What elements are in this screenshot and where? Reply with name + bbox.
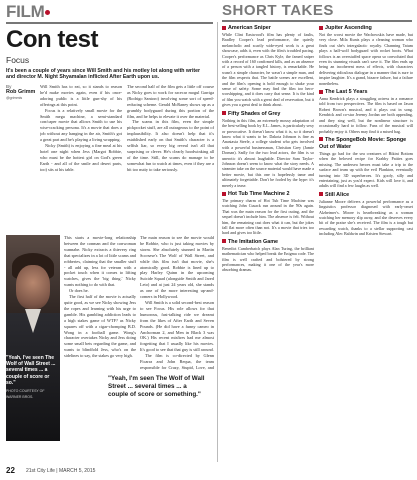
body-paragraph: This starts a movie-long relationship between the conman and the conwoman wannabe. Nicky extracts a thievery ring that specializes in a lot of little scams and robberies, claiming that the smaller stuff - all add up, less for veteran with a pocket touch when it comes to lifting watches, gives the 'big thing.' Nicky wants nothing to do with that. [64, 235, 136, 288]
short-take-text: Things go bad for the sea creatures of Bikini Bottom when the beloved recipe for Krabby Patties goes missing. The undersea heroes must take a trip to the surface and team up with the evil Plankton, eventually turning into 3D superheroes. It's goofy, silly and entertaining, just as you'd expect. Kids will love it, and adults will find a few laughs as well. [319, 150, 413, 189]
body-paragraph: The film is co-directed by Glenn Ficarra and John Requa, the team responsible for Crazy, Stupid, Love, and [140, 353, 214, 370]
short-take-title: Jupiter Ascending [319, 25, 413, 32]
article-dek: It's been a couple of years since Will Smith and his motley lot along with writer and director M. Night Shyamalan inflicted After Earth upon us. [6, 68, 201, 81]
article-headline: Con test [6, 26, 98, 53]
byline-twitter: @grimmis [6, 96, 23, 100]
short-take-title: The SpongeBob Movie: Sponge Out of Water [319, 136, 407, 150]
short-take-text: Nothing in this film, an extremely mousy adaptation of the best-selling book by E.L. James, is particularly sexy or provocative. It doesn't know what it is, so it doesn't know what it wants to be. Dakota Johnson is fine as Anastasia Steele, a college student who gets involved with a powerful businessman, Christian Grey (Jamie Dornan). Sadly for the two lead actors, the film is so unerotic it's almost laughable. Director Sam Taylor-Johnson doesn't seem to know what the story needs. A steamier take on the source material would have made a better movie, but this one is hopelessly tame and ultimately forgettable. Don't be fooled by the hype: it's merely a tease. [222, 117, 314, 188]
body-paragraph: Or does he. [69, 288, 89, 294]
column-divider [217, 22, 218, 462]
body-column-4 [140, 235, 214, 371]
photo-face [16, 265, 50, 309]
body-paragraph: Nicky (Smith) is enjoying a fine meal at his hotel one night when Jess (Margot Robbie, who must be the hottest girl on God's green Earth - and all of the smile and desert parts, too) sits at his table. [40, 143, 122, 172]
body-paragraph: The scams in this film, even the simple pickpocket stuff, are all outrageous to the point of implausibility. It also doesn't help that it's established early on that Smith's character is a selfish liar, so every big reveal isn't all that surprising or clever. He's clearly hoodwinking all of the time. Still, the scams do manage to be somewhat fun to watch at times, even if they are a bit too nutty to take seriously. [127, 119, 214, 172]
caption-text: "Yeah, I've seen The Wolf of Wall Street ... several times ... a couple of score or so." [6, 355, 56, 386]
red-square-icon [222, 192, 226, 196]
byline-by: By [6, 84, 12, 89]
red-square-icon [319, 137, 323, 141]
short-take-text: Anna Kendrick plays a struggling actress in a romance told from two perspectives. The film is based on Jason Robert Brown's musical, and it plays out in song. Kendrick and co-star Jeremy Jordan are both appealing, and they sing well, but the nonlinear structure is occasionally hard to follow. Fans of the musical will probably enjoy it. Others may find it a mixed bag. [319, 96, 413, 134]
section-header-short-takes: SHORT TAKES [222, 2, 334, 19]
short-take-title: Fifty Shades of Grey [222, 111, 314, 118]
short-take-text: Julianne Moore delivers a powerful performance as a linguistics professor diagnosed with early-onset Alzheimer's. Moore is heartbreaking as a woman watching her memory slip away, and she deserves every bit of the praise she's received. The film is a tough but rewarding watch, thanks to a stellar supporting cast including Alec Baldwin and Kristen Stewart. [319, 198, 413, 237]
short-take-text: While Clint Eastwood's film has plenty of faults, Bradley Cooper's lead performance, the quietly melancholic and scarily wide-eyed work is a great showcase, adds it, even with the film's troubled pacing. Cooper's performance as Chris Kyle, the famed sniper with a record of 160 confirmed kills, and as an absence of a person with a tangled history, is remarkable. He wasn't a simple character, he wasn't a simple man, and the film respects that. The battle scenes are excellent, and the film's opening is bold enough to shake your sense of safety. Some may find the film too hero-worshipping, and it does carry that sense. It is the kind of film you watch with a great deal of reservation, but it gives you a great deal to think about. [222, 32, 314, 108]
body-column-2 [127, 84, 214, 232]
short-takes-column-1 [222, 22, 314, 462]
short-take-title: Still Alice [319, 192, 413, 199]
byline [6, 84, 36, 100]
caption-credit: PHOTO COURTESY OF WARNER BROS. [6, 389, 45, 400]
byline-name: Rob Grimm [6, 89, 36, 95]
body-column-3 [64, 235, 136, 463]
short-takes-column-2 [319, 22, 413, 462]
article-photo [6, 235, 60, 441]
short-take-text: The primary charm of Hot Tub Time Machine was watching John Cusack run around in the '80s again. That was the main reason for the first outing, and the sequel doesn't include him. The absence is felt. Without him, the remaining cast does what it can, but the jokes fall flat more often than not. It's a movie that tries too hard and gives too little. [222, 197, 314, 236]
body-paragraph: The main reason to see the movie would be Robbie, who is just taking movies by storm. She absolutely stunned in Martin Scorsese's The Wolf of Wall Street, and while this film isn't that movie, she's atomically good. Robbie is lined up to play Harley Quinn in the upcoming Suicide Squad (alongside Smith and Jared Leto) and at just 24 years old, she stands as one of the more interesting up-and-comers in Hollywood. [140, 235, 214, 300]
short-take-text: Not the worst movie the Wachowskis have made, but very close. Mila Kunis plays a cleaning woman who finds out she's intergalactic royalty. Channing Tatum plays a half-wolf bodyguard with rocket boots. What follows is an overstuffed space opera so convoluted that even its stunning visuals can't save it. The film ends up being an incoherent mess of effects, with characters delivering ridiculous dialogue in a manner that is sure to inspire laughter. It's a grand, bizarre failure, but a failure nonetheless. [319, 32, 413, 86]
short-take-title: The Imitation Game [222, 239, 314, 246]
red-square-icon [222, 111, 226, 115]
article-kicker: Focus [6, 55, 30, 65]
pull-quote: "Yeah, I'm seen The Wolf of Wall Street ... several times ... a couple of score or something." [108, 375, 205, 398]
short-take-text: Benedict Cumberbatch plays Alan Turing, the brilliant mathematician who helped break the Enigma code. The film is well crafted and bolstered by strong performances, making it one of the year's more absorbing dramas. [222, 245, 314, 273]
section-header-film: FILM [6, 2, 50, 22]
photo-caption [6, 355, 58, 400]
short-take-title: Hot Tub Time Machine 2 [222, 191, 314, 198]
body-column-1 [40, 84, 122, 232]
red-square-icon [222, 239, 226, 243]
publication-line: 21st City Life | MARCH 5, 2015 [26, 468, 96, 474]
red-square-icon [319, 90, 323, 94]
red-square-icon [319, 26, 323, 30]
body-paragraph: Will Smith is a solid second-best reason to see Focus. His role allows for that humorous, fast-talking ride we dreamt from the likes of After Earth and Seven Pounds. (He did have a funny cameo in Anchorman 2, and Men in Black 3 was OK.) His recent misfires had me almost forgetting that I usually like his movies. It's good to see that that guy is still around. [140, 299, 214, 353]
body-paragraph: The first half of the movie is actually quite good, as we see Nicky showing Jess the ropes and learning with his urge to gamble. His gambling addiction leads to a high stakes game of WTF? as Nicky squares off with a cigar-chomping B.D. Wong in a football game. Wong's character overtakes Nicky and Jess doing some small bets regarding the game, and wants to blindfold Jess, who's on the sidelines to say, the stakes go very high. [64, 294, 136, 359]
short-take-title: American Sniper [222, 25, 314, 32]
page-number: 22 [6, 466, 15, 475]
body-paragraph: Will Smith has to eat, so it stands to reason he'd make movies again, even if his once-adoring public is a little gun-shy of his offerings at this point. [40, 84, 122, 107]
red-square-icon [319, 192, 323, 196]
red-dot-icon [45, 10, 50, 15]
section-rule [6, 22, 213, 24]
body-paragraph: Focus is a relatively small movie for the Smith mega machine, a semi-standard con/caper movie that allows Smith to use his wise-cracking persona. It's a movie that does a job without any hanging in the air, Smith's got a great part and he's playing a living wrapping. [40, 107, 122, 143]
red-square-icon [222, 26, 226, 30]
body-paragraph: The second half of the film gets a little off course as Nicky goes to work for racecar mogul Garriga (Rodrigo Santoro) involving some sort of speed-reducing scheme. Gerald McRaney shows up as a grumbly bodyguard during this portion of the film, and he helps to elevate it over the material. [127, 84, 214, 119]
short-take-title: The Last 5 Years [319, 89, 413, 96]
